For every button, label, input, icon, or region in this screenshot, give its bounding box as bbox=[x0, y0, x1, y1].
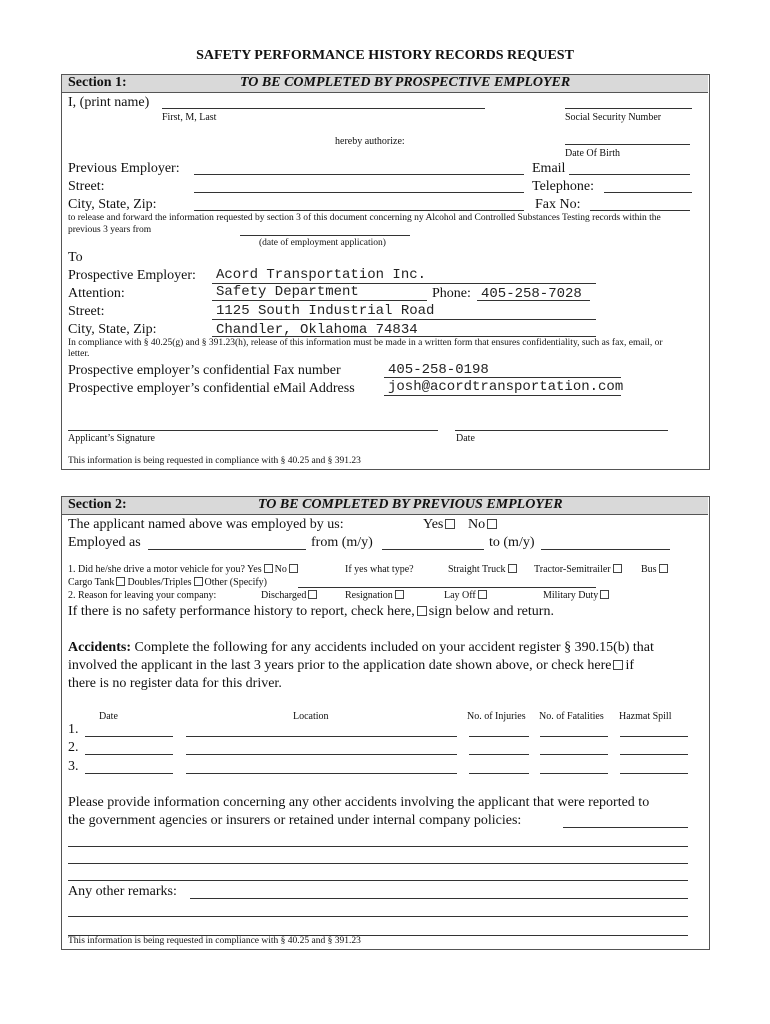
employed-yes-option[interactable] bbox=[423, 517, 457, 533]
remarks-field[interactable] bbox=[190, 898, 688, 899]
accidents-text-1: Complete the following for any accidents included on your accident register § 390.15(b) that bbox=[134, 640, 654, 655]
q1-no-label: No bbox=[274, 564, 287, 575]
email-label: Email bbox=[532, 161, 566, 176]
prospective-employer-value[interactable]: Acord Transportation Inc. bbox=[216, 267, 427, 283]
name-hint: First, M, Last bbox=[162, 112, 217, 123]
straight-truck-option[interactable] bbox=[448, 564, 519, 575]
resignation-label: Resignation bbox=[345, 590, 393, 601]
phone-line bbox=[477, 300, 590, 301]
resignation-checkbox[interactable] bbox=[395, 590, 404, 599]
row-3-hazmat-field[interactable] bbox=[620, 773, 688, 774]
row-2-injuries-field[interactable] bbox=[469, 754, 529, 755]
other-accidents-text-1: Please provide information concerning any other accidents involving the applicant that were reported to bbox=[68, 795, 650, 810]
to-label: To bbox=[68, 250, 83, 265]
q1-yes-label: Yes bbox=[247, 564, 262, 575]
conf-fax-label: Prospective employer’s confidential Fax number bbox=[68, 363, 341, 378]
row-3-injuries-field[interactable] bbox=[469, 773, 529, 774]
q1-yes-checkbox[interactable] bbox=[264, 564, 273, 573]
no-history-text-2: sign below and return. bbox=[428, 604, 554, 619]
section-1-footer: This information is being requested in compliance with § 40.25 and § 391.23 bbox=[68, 456, 361, 466]
tractor-label: Tractor-Semitrailer bbox=[534, 564, 611, 575]
layoff-checkbox[interactable] bbox=[478, 590, 487, 599]
phone-value[interactable]: 405-258-7028 bbox=[481, 286, 582, 302]
tractor-option[interactable] bbox=[534, 564, 624, 575]
compliance-text-1: In compliance with § 40.25(g) and § 391.23(h), release of this information must be made in a written form that ensures confidentiality, such as fax, email, or bbox=[68, 338, 663, 348]
remarks-label: Any other remarks: bbox=[68, 884, 177, 899]
employed-no-checkbox[interactable] bbox=[487, 519, 497, 529]
compliance-text-2: letter. bbox=[68, 349, 90, 359]
bus-option[interactable] bbox=[641, 564, 670, 575]
q1-no-checkbox[interactable] bbox=[289, 564, 298, 573]
document-title: SAFETY PERFORMANCE HISTORY RECORDS REQUEST bbox=[196, 48, 574, 63]
release-text-1: to release and forward the information requested by section 3 of this document concerning ny Alcohol and Controlled Substances Testing records within the bbox=[68, 213, 661, 223]
conf-email-label: Prospective employer’s confidential eMail Address bbox=[68, 381, 355, 396]
col-fatalities-header: No. of Fatalities bbox=[539, 711, 604, 722]
row-2-date-field[interactable] bbox=[85, 754, 173, 755]
section-1-label: Section 1: bbox=[68, 75, 127, 90]
other-label: Other (Specify) bbox=[204, 577, 268, 588]
employed-as-label: Employed as bbox=[68, 535, 141, 550]
section-2-header bbox=[62, 497, 708, 515]
military-checkbox[interactable] bbox=[600, 590, 609, 599]
section-1-header bbox=[62, 75, 708, 93]
employed-by-us-label: The applicant named above was employed by us: bbox=[68, 517, 344, 532]
accidents-text-3: there is no register data for this driver. bbox=[68, 676, 282, 691]
section-2-label: Section 2: bbox=[68, 497, 127, 512]
row-3-location-field[interactable] bbox=[186, 773, 457, 774]
row-3-fatalities-field[interactable] bbox=[540, 773, 608, 774]
section-2-heading: TO BE COMPLETED BY PREVIOUS EMPLOYER bbox=[258, 497, 563, 512]
doubles-checkbox[interactable] bbox=[194, 577, 203, 586]
col-location-header: Location bbox=[293, 711, 329, 722]
telephone-field[interactable] bbox=[604, 192, 692, 193]
section-1-heading: TO BE COMPLETED BY PROSPECTIVE EMPLOYER bbox=[240, 75, 571, 90]
street-label: Street: bbox=[68, 179, 105, 194]
prev-employer-field[interactable] bbox=[194, 174, 524, 175]
row-1-injuries-field[interactable] bbox=[469, 736, 529, 737]
tractor-checkbox[interactable] bbox=[613, 564, 622, 573]
section-2-footer: This information is being requested in compliance with § 40.25 and § 391.23 bbox=[68, 936, 361, 946]
row-number: 1. bbox=[68, 722, 79, 737]
accidents-text-2: involved the applicant in the last 3 years prior to the application date shown above, or check here bbox=[68, 658, 612, 673]
from-label: from (m/y) bbox=[311, 535, 373, 550]
military-option[interactable] bbox=[543, 590, 611, 601]
discharged-option[interactable] bbox=[261, 590, 319, 601]
question-1 bbox=[68, 564, 300, 575]
other-accidents-text-2: the government agencies or insurers or retained under internal company policies: bbox=[68, 813, 522, 828]
row-1-fatalities-field[interactable] bbox=[540, 736, 608, 737]
fax-label: Fax No: bbox=[535, 197, 581, 212]
from-field[interactable] bbox=[382, 549, 484, 550]
row-3-date-field[interactable] bbox=[85, 773, 173, 774]
print-name-label: I, (print name) bbox=[68, 95, 150, 110]
row-2-fatalities-field[interactable] bbox=[540, 754, 608, 755]
cargo-tank-label: Cargo Tank bbox=[68, 577, 115, 588]
to-my-label: to (m/y) bbox=[489, 535, 535, 550]
no-history-text bbox=[68, 604, 554, 620]
phone-label: Phone: bbox=[432, 286, 471, 301]
signature-field[interactable] bbox=[68, 430, 438, 431]
street2-line bbox=[212, 319, 596, 320]
no-register-checkbox[interactable] bbox=[613, 660, 623, 670]
other-accidents-line-3[interactable] bbox=[68, 863, 688, 864]
resignation-option[interactable] bbox=[345, 590, 406, 601]
row-2-hazmat-field[interactable] bbox=[620, 754, 688, 755]
print-name-field[interactable] bbox=[162, 108, 485, 109]
prev-employer-label: Previous Employer: bbox=[68, 161, 180, 176]
prospective-employer-label: Prospective Employer: bbox=[68, 268, 196, 283]
employed-yes-checkbox[interactable] bbox=[445, 519, 455, 529]
employed-yes-label: Yes bbox=[423, 517, 444, 532]
city2-line bbox=[212, 336, 596, 337]
street2-label: Street: bbox=[68, 304, 105, 319]
city2-value[interactable]: Chandler, Oklahoma 74834 bbox=[216, 322, 418, 338]
straight-truck-checkbox[interactable] bbox=[508, 564, 517, 573]
accidents-line-1 bbox=[68, 640, 654, 656]
release-text-2: previous 3 years from bbox=[68, 225, 152, 235]
cargo-tank-checkbox[interactable] bbox=[116, 577, 125, 586]
accidents-heading: Accidents: bbox=[68, 640, 131, 655]
street2-value[interactable]: 1125 South Industrial Road bbox=[216, 303, 435, 319]
employed-no-option[interactable] bbox=[468, 517, 499, 533]
conf-email-value[interactable]: josh@acordtransportation.com bbox=[388, 379, 624, 395]
employed-as-field[interactable] bbox=[148, 549, 306, 550]
col-injuries-header: No. of Injuries bbox=[467, 711, 526, 722]
city-field[interactable] bbox=[194, 210, 524, 211]
bus-checkbox[interactable] bbox=[659, 564, 668, 573]
conf-email-line bbox=[384, 395, 621, 396]
authorize-text: hereby authorize: bbox=[335, 136, 405, 147]
vehicle-type-row-2 bbox=[68, 577, 267, 588]
conf-fax-value[interactable]: 405-258-0198 bbox=[388, 362, 489, 378]
straight-truck-label: Straight Truck bbox=[448, 564, 506, 575]
attention-label: Attention: bbox=[68, 286, 125, 301]
other-accidents-field[interactable] bbox=[563, 827, 688, 828]
street-field[interactable] bbox=[194, 192, 524, 193]
city2-label: City, State, Zip: bbox=[68, 322, 157, 337]
row-1-location-field[interactable] bbox=[186, 736, 457, 737]
col-date-header: Date bbox=[99, 711, 118, 722]
conf-fax-line bbox=[384, 377, 621, 378]
row-number: 3. bbox=[68, 759, 79, 774]
discharged-checkbox[interactable] bbox=[308, 590, 317, 599]
accidents-text-2b: if bbox=[625, 658, 635, 673]
signature-date-field[interactable] bbox=[455, 430, 668, 431]
question-1-text: 1. Did he/she drive a motor vehicle for you? bbox=[68, 564, 245, 575]
if-yes-label: If yes what type? bbox=[345, 564, 414, 575]
row-2-location-field[interactable] bbox=[186, 754, 457, 755]
ssn-field[interactable] bbox=[565, 108, 692, 109]
other-accidents-line-4[interactable] bbox=[68, 880, 688, 881]
layoff-option[interactable] bbox=[444, 590, 489, 601]
layoff-label: Lay Off bbox=[444, 590, 476, 601]
attention-value[interactable]: Safety Department bbox=[216, 284, 359, 300]
email-field[interactable] bbox=[569, 174, 690, 175]
fax-field[interactable] bbox=[590, 210, 690, 211]
dob-label: Date Of Birth bbox=[565, 148, 620, 159]
other-specify-field[interactable] bbox=[298, 587, 596, 588]
city-label: City, State, Zip: bbox=[68, 197, 157, 212]
doubles-label: Doubles/Triples bbox=[127, 577, 192, 588]
row-1-date-field[interactable] bbox=[85, 736, 173, 737]
telephone-label: Telephone: bbox=[532, 179, 594, 194]
no-history-text-1: If there is no safety performance history to report, check here, bbox=[68, 604, 415, 619]
no-history-checkbox[interactable] bbox=[417, 606, 427, 616]
question-2: 2. Reason for leaving your company: bbox=[68, 590, 217, 601]
employed-no-label: No bbox=[468, 517, 486, 532]
other-accidents-line-2[interactable] bbox=[68, 846, 688, 847]
ssn-label: Social Security Number bbox=[565, 112, 662, 123]
application-date-hint: (date of employment application) bbox=[259, 238, 386, 248]
col-hazmat-header: Hazmat Spill bbox=[619, 711, 672, 722]
accidents-line-2 bbox=[68, 658, 634, 674]
application-date-field[interactable] bbox=[240, 235, 410, 236]
dob-field[interactable] bbox=[565, 144, 690, 145]
military-label: Military Duty bbox=[543, 590, 599, 601]
signature-date-label: Date bbox=[456, 433, 475, 444]
remarks-line-2[interactable] bbox=[68, 916, 688, 917]
bus-label: Bus bbox=[641, 564, 657, 575]
row-1-hazmat-field[interactable] bbox=[620, 736, 688, 737]
discharged-label: Discharged bbox=[261, 590, 307, 601]
to-field[interactable] bbox=[541, 549, 670, 550]
signature-label: Applicant’s Signature bbox=[68, 433, 155, 444]
attention-line bbox=[212, 300, 427, 301]
row-number: 2. bbox=[68, 740, 79, 755]
